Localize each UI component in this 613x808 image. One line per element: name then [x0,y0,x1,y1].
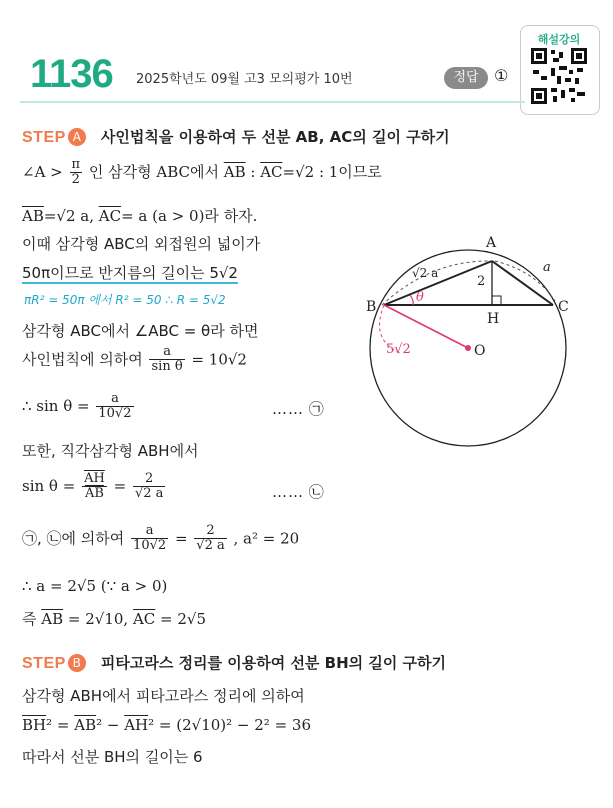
marker-2: …… ㉡ [272,483,324,501]
theta-arc [410,295,413,305]
step-a-line-8: 또한, 직각삼각형 ABH에서 [22,442,199,460]
qr-label: 해설강의 [537,33,581,46]
label-theta: θ [416,290,424,305]
step-a-line-2: $\overline{AB}=√2$ a, $\overline{AC}= a$ (a > 0)라 하자. [22,207,258,225]
qr-code-icon[interactable] [531,48,587,104]
step-b-letter: B [68,654,86,672]
label-b: B [366,299,377,315]
step-b-heading [22,652,446,673]
label-ab-length: √2 a [412,266,439,280]
label-radius: 5√2 [386,342,411,357]
step-b-title: 피타고라스 정리를 이용하여 선분 BH의 길이 구하기 [100,654,447,672]
label-h: H [487,311,500,327]
problem-source: 2025학년도 09월 고3 모의평가 10번 [136,72,353,87]
answer-value: ① [494,66,509,85]
label-o: O [474,343,486,359]
step-a-note: πR² = 50π 에서 R² = 50 ∴ R = 5√2 [24,293,226,307]
answer-badge: 정답 [444,67,488,89]
label-a: A [486,235,497,251]
label-ac-length: a [543,260,551,275]
step-a-line-7: ∴ sin θ = $\frac{a}{10√2}$ [22,391,132,422]
step-a-line-5: 삼각형 ABC에서 ∠ABC = θ라 하면 [22,322,259,340]
step-a-line-9: sin θ = $\frac{\overline{AH}}{AB}$ = $\frac{2}{√2 a}$ [22,471,164,502]
label-c: C [558,299,569,315]
right-angle-mark [492,296,501,305]
step-a-title: 사인법칙을 이용하여 두 선분 AB, AC의 길이 구하기 [100,128,450,146]
step-a-line-10: ㉠, ㉡에 의하여 $\frac{a}{10√2}$ = $\frac{2}{√2 a}$ , a² = 20 [22,523,300,554]
step-b-line-2: $\overline{BH}^2 = \overline{AB}^2 - \overline{AH}^2 = (2√10)^2 - 2^2 = 36$ [22,716,312,734]
header-divider [20,101,525,103]
triangle-circle-figure [360,225,595,470]
step-b-line-3: 따라서 선분 BH의 길이는 6 [22,748,203,766]
step-a-line-11: ∴ a = 2√5 (∵ a > 0) [22,577,168,595]
step-a-line-6: 사인법칙에 의하여 $\frac{a}{\text{sin θ}}$ = 10√2 [22,344,247,375]
step-a-line-1: ∠A > $\frac{\pi}{2}$ 인 삼각형 ABC에서 $\overline{AB}$ : $\overline{AC}=√2$ : 1이므로 [22,157,382,188]
step-a-line-3: 이때 삼각형 ABC의 외접원의 넓이가 [22,235,261,253]
step-a-line-12: 즉 $\overline{AB} = 2√10$, $\overline{AC} = 2√5$ [22,610,207,628]
marker-1: …… ㉠ [272,400,324,418]
problem-number: 1136 [30,52,113,96]
radius-statement: 50π이므로 반지름의 길이는 5√2 [22,264,238,282]
step-b-line-1: 삼각형 ABH에서 피타고라스 정리에 의하여 [22,687,305,705]
step-a-heading [22,126,450,147]
step-a-tag: STEP [22,129,66,146]
step-a-line-4 [22,262,238,283]
center-point [465,345,471,351]
step-b-tag: STEP [22,655,66,672]
label-ah-length: 2 [477,274,486,289]
step-a-letter: A [68,128,86,146]
